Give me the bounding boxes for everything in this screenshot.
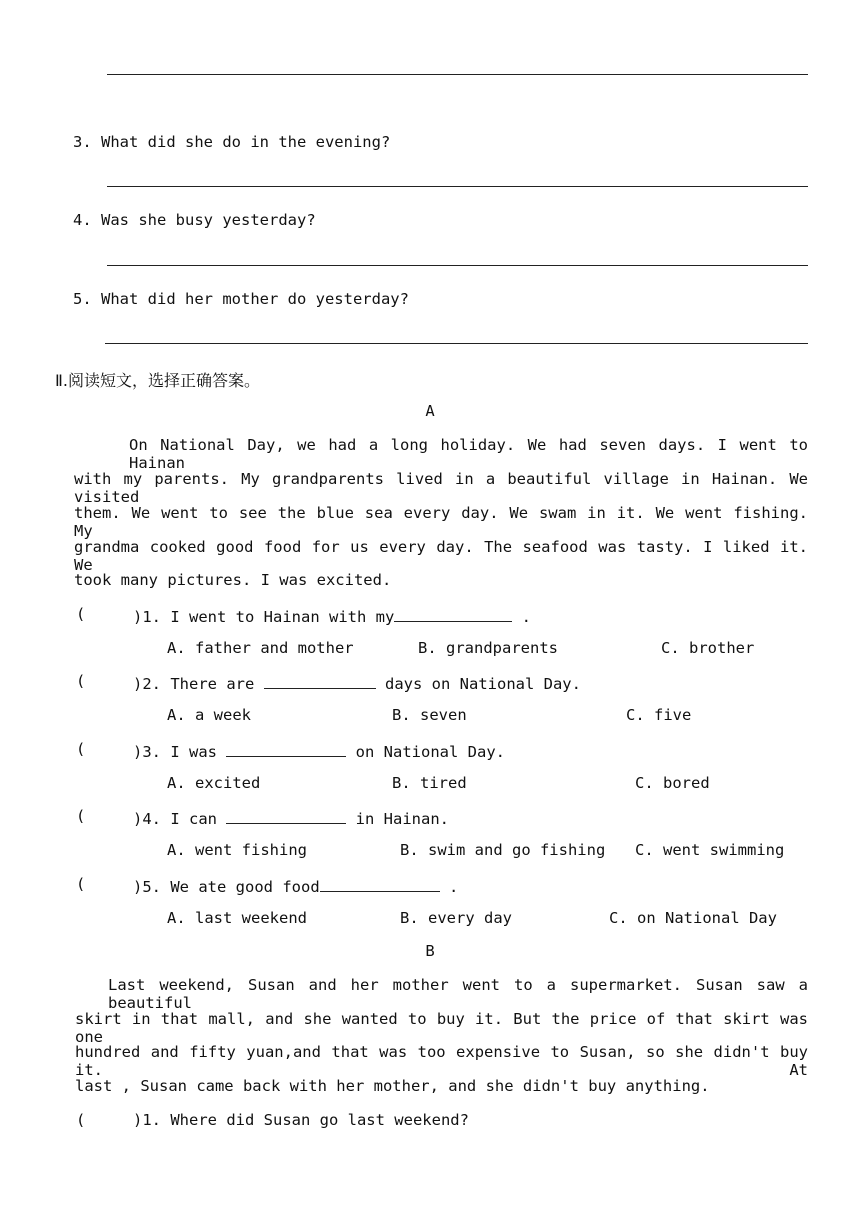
answer-line [105, 343, 808, 344]
answer-paren-open[interactable]: ( [76, 672, 86, 690]
passage-line: hundred and fifty yuan,and that was too expensive to Susan, so she didn't buy it. At [75, 1043, 808, 1079]
question-stem [133, 605, 531, 626]
option-b[interactable]: B. grandparents [418, 639, 558, 657]
passage-line: On National Day, we had a long holiday. We had seven days. I went to Hainan [129, 436, 808, 472]
question-text: What did she do in the evening? [101, 133, 391, 151]
question-text-pre: We ate good food [170, 878, 320, 896]
question-number: )5. [133, 878, 161, 896]
option-b[interactable]: B. every day [400, 909, 512, 927]
question-3 [73, 133, 390, 151]
question-text-pre: I can [170, 810, 227, 828]
answer-paren-open[interactable]: ( [76, 605, 86, 623]
question-stem [133, 672, 581, 693]
question-text-post: on National Day. [346, 743, 505, 761]
question-stem [133, 1111, 469, 1129]
question-stem [133, 740, 505, 761]
passage-a-label: A [425, 402, 435, 420]
question-text-post: . [512, 608, 531, 626]
passage-line: skirt in that mall, and she wanted to buy it. But the price of that skirt was one [75, 1010, 808, 1046]
passage-line: Last weekend, Susan and her mother went to a supermarket. Susan saw a beautiful [108, 976, 808, 1012]
option-c[interactable]: C. five [626, 706, 692, 724]
question-number: )1. [133, 608, 161, 626]
question-text-post: . [439, 878, 459, 896]
answer-blank[interactable] [394, 605, 512, 622]
answer-line [107, 186, 808, 187]
option-c[interactable]: C. bored [635, 774, 710, 792]
answer-blank[interactable] [226, 740, 346, 757]
passage-line: last , Susan came back with her mother, and she didn't buy anything. [75, 1077, 710, 1095]
question-text: Where did Susan go last weekend? [170, 1111, 469, 1129]
question-stem [133, 807, 449, 828]
option-b[interactable]: B. tired [392, 774, 467, 792]
option-c[interactable]: C. brother [661, 639, 755, 657]
question-number: )2. [133, 675, 161, 693]
answer-blank[interactable] [264, 672, 376, 689]
option-b[interactable]: B. seven [392, 706, 467, 724]
answer-blank[interactable] [320, 875, 440, 892]
answer-line [107, 265, 808, 266]
passage-b-label: B [425, 942, 435, 960]
section-heading: Ⅱ.阅读短文，选择正确答案。 [55, 371, 260, 390]
question-text-post: days on National Day. [375, 675, 581, 693]
option-c[interactable]: C. went swimming [635, 841, 785, 859]
passage-line: them. We went to see the blue sea every day. We swam in it. We went fishing. My [74, 504, 808, 540]
option-b[interactable]: B. swim and go fishing [400, 841, 606, 859]
question-text-pre: There are [170, 675, 264, 693]
option-a[interactable]: A. went fishing [167, 841, 307, 859]
question-stem [133, 875, 458, 896]
answer-line [107, 74, 808, 75]
question-number: 4. [73, 211, 92, 229]
question-number: )3. [133, 743, 161, 761]
question-text: What did her mother do yesterday? [101, 290, 409, 308]
option-a[interactable]: A. a week [167, 706, 251, 724]
answer-paren-open[interactable]: ( [76, 875, 86, 893]
answer-paren-open[interactable]: ( [76, 740, 86, 758]
passage-line: with my parents. My grandparents lived in a beautiful village in Hainan. We visited [74, 470, 808, 506]
passage-line: took many pictures. I was excited. [74, 571, 392, 589]
passage-line: grandma cooked good food for us every day. The seafood was tasty. I liked it. We [74, 538, 808, 574]
option-a[interactable]: A. father and mother [167, 639, 354, 657]
question-text-pre: I went to Hainan with my [170, 608, 395, 626]
question-number: )1. [133, 1111, 161, 1129]
question-4 [73, 211, 316, 229]
question-number: 5. [73, 290, 92, 308]
answer-paren-open[interactable]: ( [76, 1111, 86, 1129]
option-c[interactable]: C. on National Day [609, 909, 777, 927]
answer-paren-open[interactable]: ( [76, 807, 86, 825]
question-text: Was she busy yesterday? [101, 211, 316, 229]
option-a[interactable]: A. excited [167, 774, 261, 792]
question-number: 3. [73, 133, 92, 151]
question-number: )4. [133, 810, 161, 828]
question-5 [73, 290, 409, 308]
answer-blank[interactable] [226, 807, 346, 824]
option-a[interactable]: A. last weekend [167, 909, 307, 927]
question-text-pre: I was [170, 743, 227, 761]
question-text-post: in Hainan. [346, 810, 449, 828]
